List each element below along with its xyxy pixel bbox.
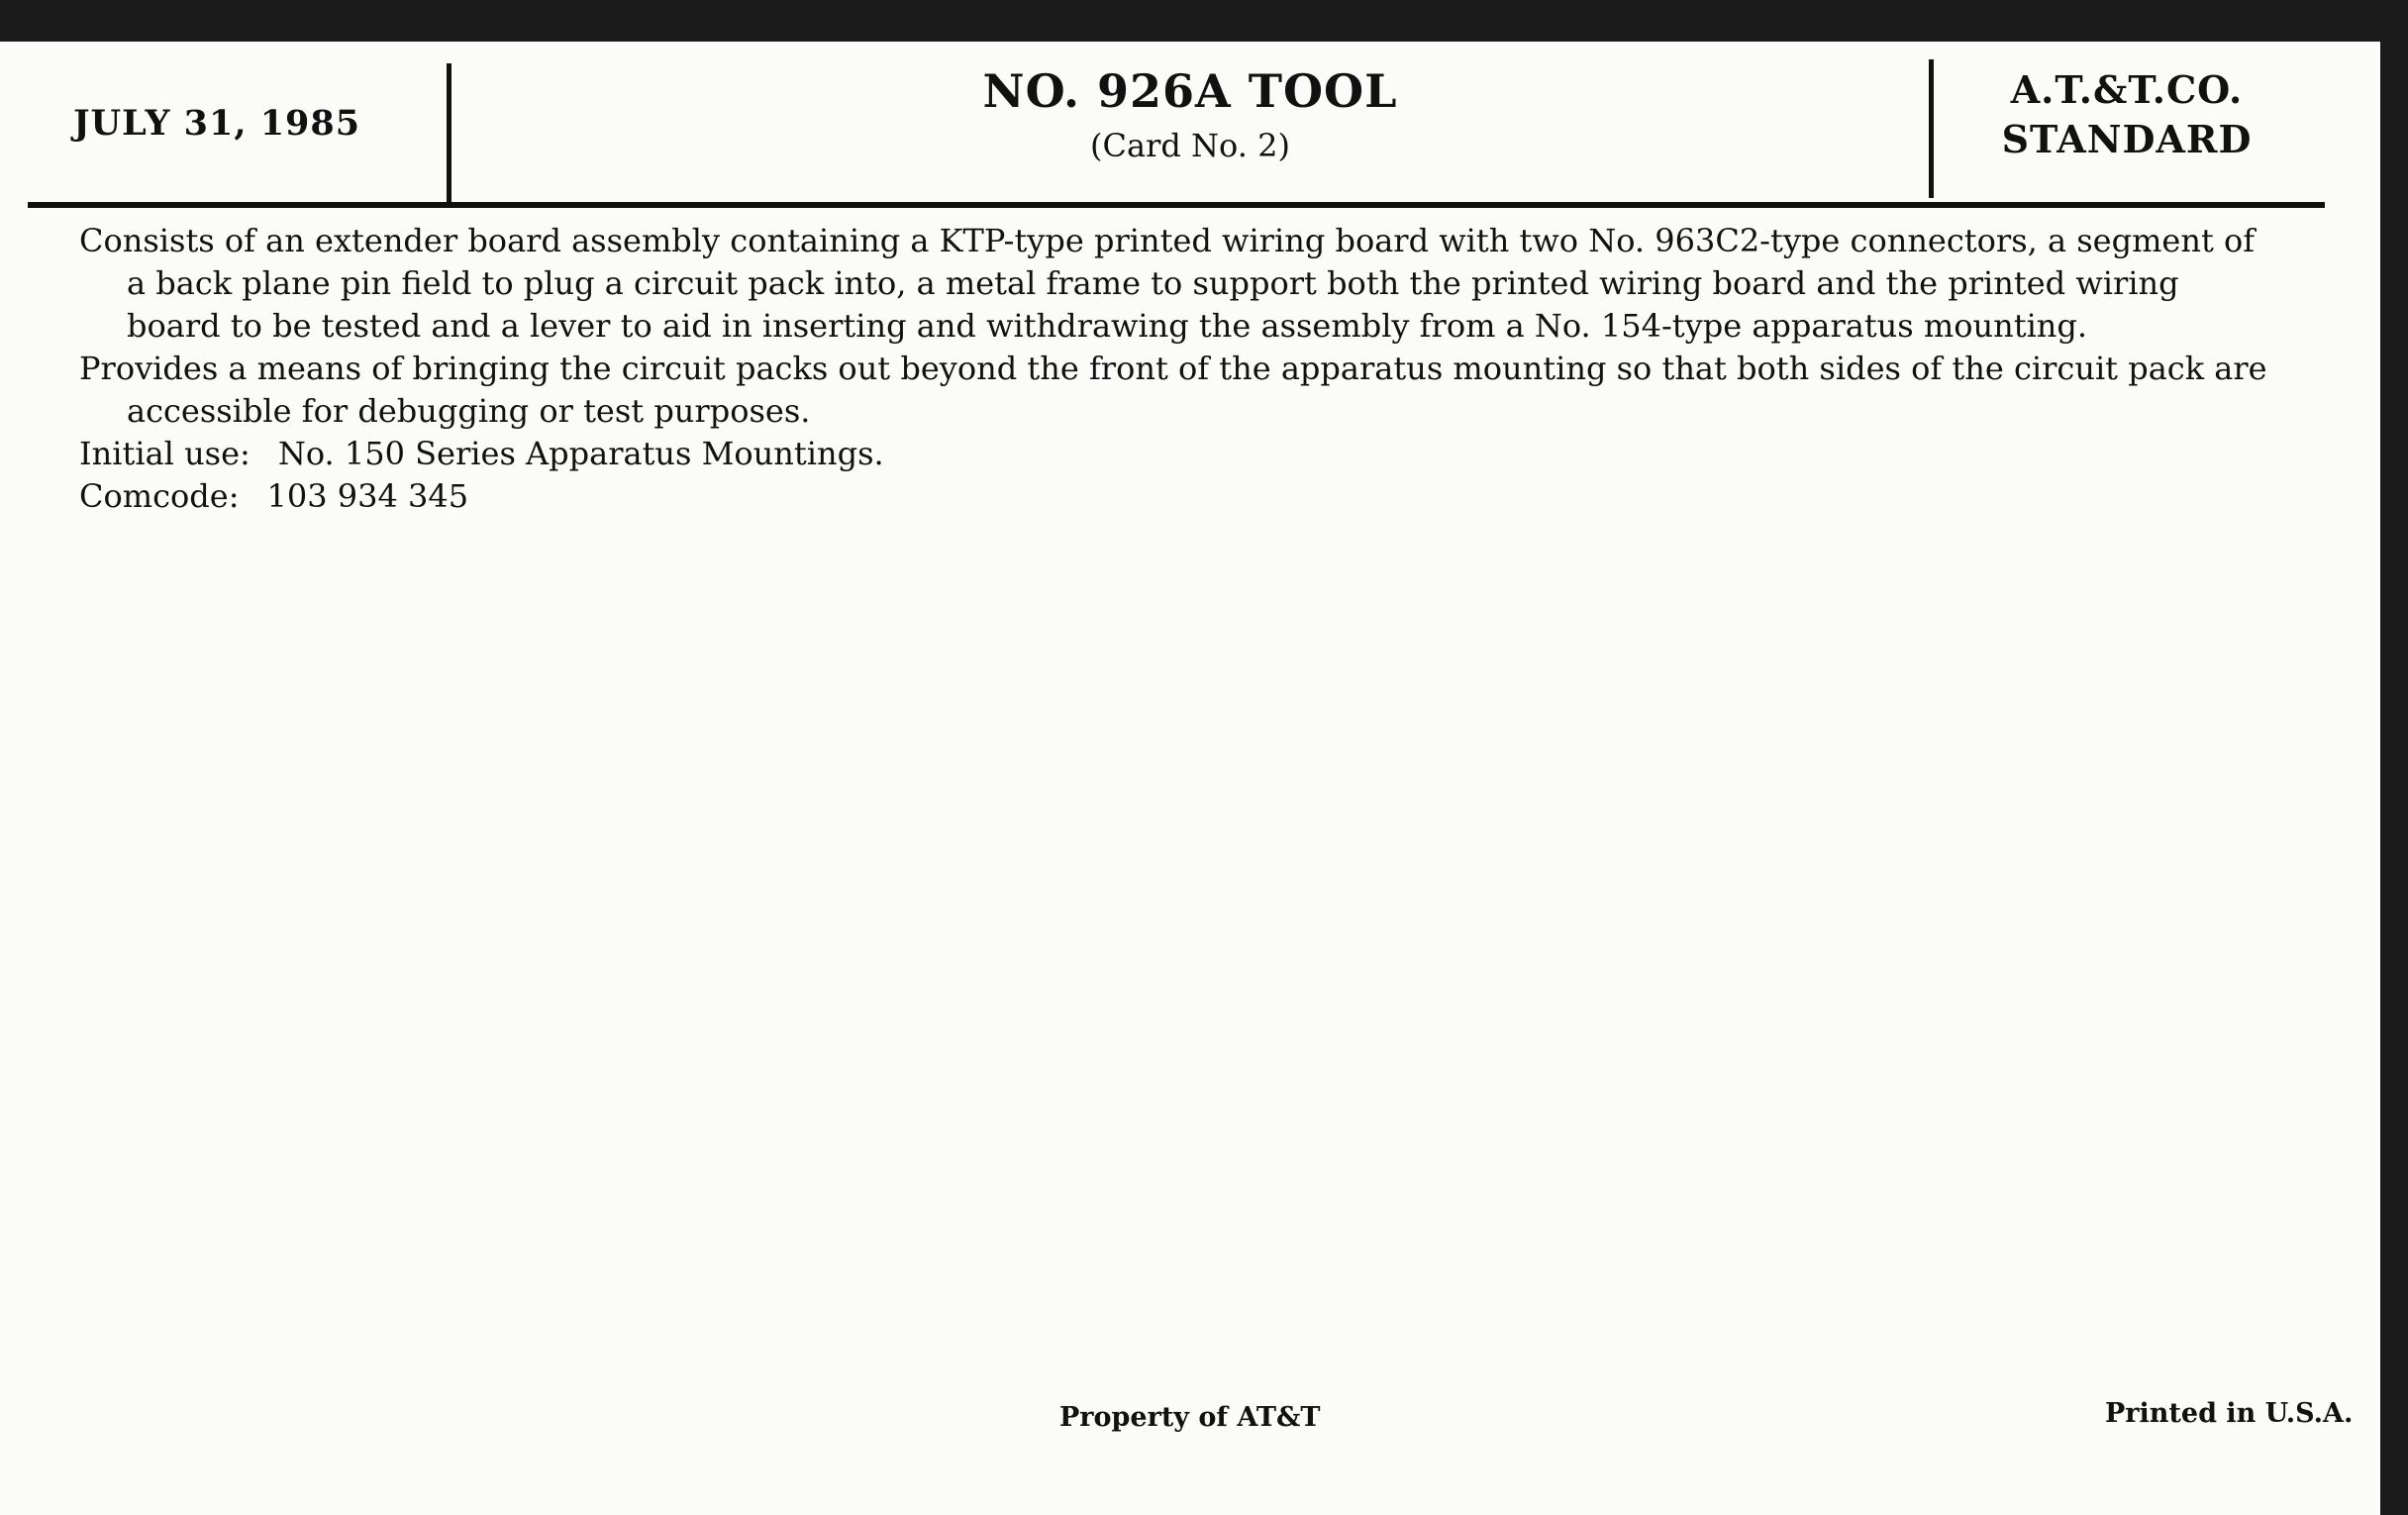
issue-date: JULY 31, 1985 [73,103,361,144]
initial-use-label: Initial use: [79,435,251,472]
description-paragraph: Consists of an extender board assembly containing a KTP-type printed wiring board with two No. 963C2-type connectors, a segment of a back plane pin field to plug a circuit pack into, a metal frame to support both the printed wiring board and the printed wiring board to be tested and a lever to aid in inserting and withdrawing the assembly from a No. 154-type apparatus mounting. [79,222,2256,345]
initial-use-line [79,433,2277,475]
header-rule [28,202,2325,208]
printed-notice: Printed in U.S.A. [2105,1398,2354,1429]
header-title-block [452,61,1929,170]
initial-use-value: No. 150 Series Apparatus Mountings. [277,435,884,472]
page-title: NO. 926A TOOL [982,64,1398,118]
org-name: A.T.&T.CO. [2010,67,2244,112]
purpose-paragraph: Provides a means of bringing the circuit packs out beyond the front of the apparatus mounting so that both sides of the circuit pack are accessible for debugging or test purposes. [79,350,2267,430]
comcode-label: Comcode: [79,477,240,515]
card-header [0,42,2380,210]
comcode-line [79,475,2277,518]
standard-mark [1934,65,2320,164]
spec-card [0,42,2380,1515]
property-notice: Property of AT&T [1059,1402,1321,1433]
comcode-value: 103 934 345 [266,477,469,515]
card-body [79,220,2277,518]
scan-edge [2380,30,2408,1515]
standard-label: STANDARD [2001,117,2253,161]
card-number: (Card No. 2) [1090,127,1290,164]
